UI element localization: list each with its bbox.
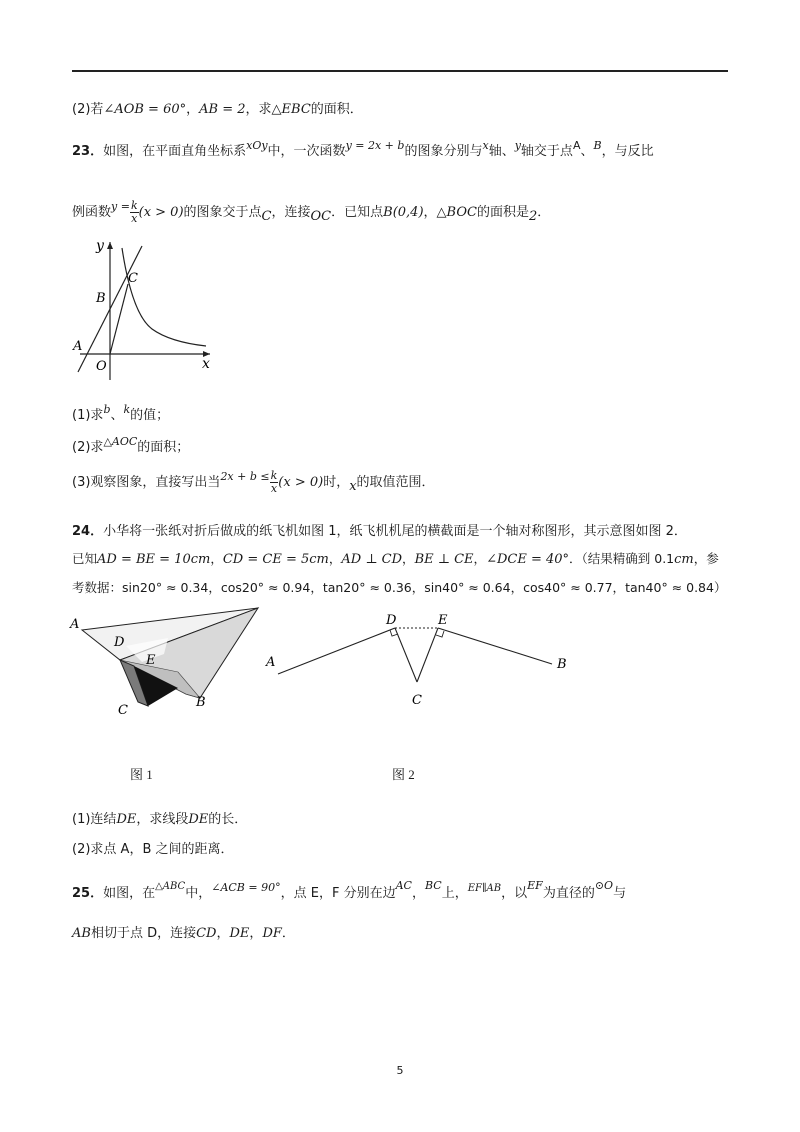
- reference-value: tan40° ≈ 0.84: [625, 580, 714, 595]
- math-ab: AB: [72, 926, 91, 941]
- part-number: (3): [72, 475, 91, 490]
- reference-value: cos20° ≈ 0.94: [220, 580, 311, 595]
- math-ef: EF: [527, 879, 543, 892]
- q23-graph-figure: [70, 232, 220, 382]
- right-angle-mark-e: [436, 631, 444, 637]
- label-c: C: [412, 693, 422, 708]
- page-number: 5: [396, 1064, 404, 1077]
- denominator: x: [131, 212, 138, 225]
- label-x: x: [202, 356, 210, 372]
- text: 连结: [90, 812, 117, 827]
- text: 为直径的: [542, 886, 595, 901]
- text: ）: [713, 580, 727, 595]
- math-ac: AC: [395, 879, 412, 892]
- label-b: B: [96, 291, 106, 306]
- text: 小华将一张纸对折后做成的纸飞机如图 1，纸飞机机尾的横截面是一个轴对称图形，其示意图如图 2．: [103, 524, 687, 539]
- text: 的取值范围．: [356, 475, 435, 490]
- label-c: C: [118, 703, 128, 718]
- text: ，: [510, 580, 524, 595]
- math-condition: AD ⊥ CD: [341, 552, 403, 567]
- math-condition: BE ⊥ CE: [414, 552, 474, 567]
- text: 的面积．: [310, 102, 363, 117]
- math-parallel: EF∥AB: [467, 883, 502, 894]
- text: ，点 E，F 分别在边: [280, 886, 396, 901]
- header-rule: [72, 70, 728, 72]
- label-a: A: [73, 339, 83, 354]
- text: 上，: [441, 886, 468, 901]
- figure2-caption: 图 2: [392, 767, 415, 782]
- q23-part2: [72, 436, 189, 455]
- text: ，: [612, 580, 626, 595]
- text: 如图，在平面直角坐标系: [103, 144, 247, 159]
- text: 的图象分别与: [404, 144, 483, 159]
- label-y: y: [96, 238, 104, 254]
- text: 如图，在: [103, 886, 156, 901]
- q24-figure2-schematic: [262, 606, 582, 712]
- text: ．: [537, 205, 551, 220]
- label-d: D: [114, 635, 125, 650]
- q22-part2: [72, 98, 363, 117]
- denominator: x: [270, 482, 278, 495]
- math-triangle-boc: △BOC: [436, 205, 477, 220]
- numerator: k: [130, 199, 138, 212]
- text: ，: [216, 926, 230, 941]
- part-number: (2): [72, 440, 91, 455]
- text: 求: [90, 408, 104, 423]
- math-value: 2: [528, 209, 538, 224]
- text: 例函数: [72, 205, 112, 220]
- q23-part3: [72, 470, 435, 495]
- math-triangle: △EBC: [271, 102, 311, 117]
- fraction-k-over-x: [270, 470, 279, 495]
- math-triangle-aoc: △AOC: [103, 435, 138, 448]
- math-de: DE: [116, 812, 137, 827]
- text: 的图象交于点: [183, 205, 262, 220]
- q24-stem-line2: [72, 549, 719, 567]
- part-number: (1): [72, 812, 91, 827]
- question-number: 23．: [72, 144, 104, 159]
- text: 与: [613, 886, 627, 901]
- math-length: AB = 2: [199, 102, 246, 117]
- q25-stem-line1: [72, 879, 627, 901]
- math-y: y: [514, 139, 521, 152]
- label-d: D: [386, 613, 397, 628]
- text: 若: [90, 102, 104, 117]
- text: ，: [473, 551, 487, 566]
- math-cd: CD: [196, 926, 217, 941]
- math-de: DE: [229, 926, 250, 941]
- math-x: x: [482, 139, 489, 152]
- math-y-equals: y =: [111, 200, 130, 213]
- hyperbola-curve: [122, 248, 206, 346]
- math-triangle-abc: △ABC: [155, 881, 186, 892]
- q24-stem-line3: [72, 578, 726, 596]
- reference-value: sin40° ≈ 0.64: [424, 580, 511, 595]
- text: 的面积；: [137, 440, 190, 455]
- math-point-c: C: [261, 209, 272, 224]
- math-condition: ∠DCE = 40°: [486, 552, 570, 567]
- text: ，: [411, 580, 425, 595]
- math-condition: (x > 0): [138, 205, 184, 220]
- text: ，: [411, 886, 425, 901]
- text: 的值；: [130, 408, 170, 423]
- text: 观察图象，直接写出当: [90, 475, 221, 490]
- part-number: (2): [72, 102, 91, 117]
- segment-oc: [110, 284, 128, 354]
- math-angle: ∠AOB = 60°: [103, 102, 187, 117]
- text: 轴交于点: [520, 144, 573, 159]
- text: ，: [186, 102, 200, 117]
- math-condition: CD = CE = 5cm: [222, 552, 329, 567]
- math-inequality: 2x + b ≤: [220, 470, 270, 483]
- math-point-b-coords: B(0,4): [383, 205, 424, 220]
- text: ，: [208, 580, 221, 595]
- q24-stem-line1: [72, 520, 687, 539]
- label-c: C: [128, 271, 138, 286]
- text: ，: [210, 551, 223, 566]
- math-point-a: A: [572, 139, 581, 152]
- text: 求点 A，B 之间的距离．: [90, 842, 234, 857]
- math-k: k: [123, 403, 131, 416]
- text: 的面积是: [476, 205, 529, 220]
- text: ，以: [501, 886, 528, 901]
- math-point-b: B: [593, 139, 602, 152]
- label-origin: O: [96, 359, 107, 374]
- text: ．已知点: [331, 205, 384, 220]
- math-x: x: [349, 479, 357, 494]
- text: ，: [423, 205, 437, 220]
- text: ，参: [693, 551, 719, 566]
- q24-part2: [72, 838, 234, 857]
- q24-figure1-paper-plane: [68, 602, 268, 722]
- label-a: A: [70, 617, 80, 632]
- text: ．（结果精确到 0.1: [569, 551, 675, 566]
- figure1-caption: 图 1: [130, 767, 153, 782]
- math-angle: ∠ACB = 90°: [211, 881, 281, 894]
- math-xoy: xOy: [246, 139, 268, 152]
- label-e: E: [146, 653, 156, 668]
- math-df: DF: [262, 926, 282, 941]
- segment-dc: [395, 628, 417, 682]
- numerator: k: [270, 469, 278, 482]
- text: 考数据：: [72, 580, 123, 595]
- q25-stem-line2: [72, 922, 295, 941]
- math-unit: cm: [674, 552, 694, 567]
- text: ，: [328, 551, 342, 566]
- math-bc: BC: [424, 879, 442, 892]
- text: ，求线段: [136, 812, 189, 827]
- math-de: DE: [188, 812, 209, 827]
- label-e: E: [438, 613, 448, 628]
- math-b: b: [103, 403, 111, 416]
- y-axis-arrow: [107, 242, 113, 249]
- label-b: B: [557, 657, 567, 672]
- part-number: (1): [72, 408, 91, 423]
- question-number: 25．: [72, 886, 104, 901]
- math-linear-function: y = 2x + b: [345, 139, 405, 152]
- text: ，: [310, 580, 323, 595]
- text: ，与反比: [601, 144, 654, 159]
- reference-value: cos40° ≈ 0.77: [523, 580, 613, 595]
- text: ，连接: [271, 205, 311, 220]
- segment-eb: [438, 628, 552, 664]
- text: 中，一次函数: [267, 144, 346, 159]
- math-circle-o: ⊙O: [594, 879, 614, 892]
- text: ，: [402, 551, 415, 566]
- segment-ec: [417, 628, 438, 682]
- text: 轴、: [488, 144, 515, 159]
- text: 、: [580, 144, 594, 159]
- text: 求: [90, 440, 104, 455]
- text: ，求: [245, 102, 272, 117]
- text: 的长．: [208, 812, 248, 827]
- label-b: B: [196, 695, 206, 710]
- text: ．: [281, 926, 295, 941]
- text: 相切于点 D，连接: [90, 926, 197, 941]
- q23-stem-line1: [72, 140, 654, 159]
- text: ，: [249, 926, 263, 941]
- part-number: (2): [72, 842, 91, 857]
- math-condition: (x > 0): [278, 475, 324, 490]
- q23-part1: [72, 404, 169, 423]
- text: 中，: [185, 886, 212, 901]
- segment-ad: [278, 628, 395, 674]
- q24-part1: [72, 808, 247, 827]
- text: 时，: [323, 475, 350, 490]
- text: 已知: [72, 551, 98, 566]
- question-number: 24．: [72, 524, 104, 539]
- math-oc: OC: [310, 209, 332, 224]
- label-a: A: [266, 655, 276, 670]
- fraction-k-over-x: [130, 200, 139, 225]
- reference-value: sin20° ≈ 0.34: [122, 580, 209, 595]
- math-condition: AD = BE = 10cm: [97, 552, 211, 567]
- text: 、: [110, 408, 124, 423]
- q23-stem-line2: [72, 200, 550, 225]
- reference-value: tan20° ≈ 0.36: [322, 580, 412, 595]
